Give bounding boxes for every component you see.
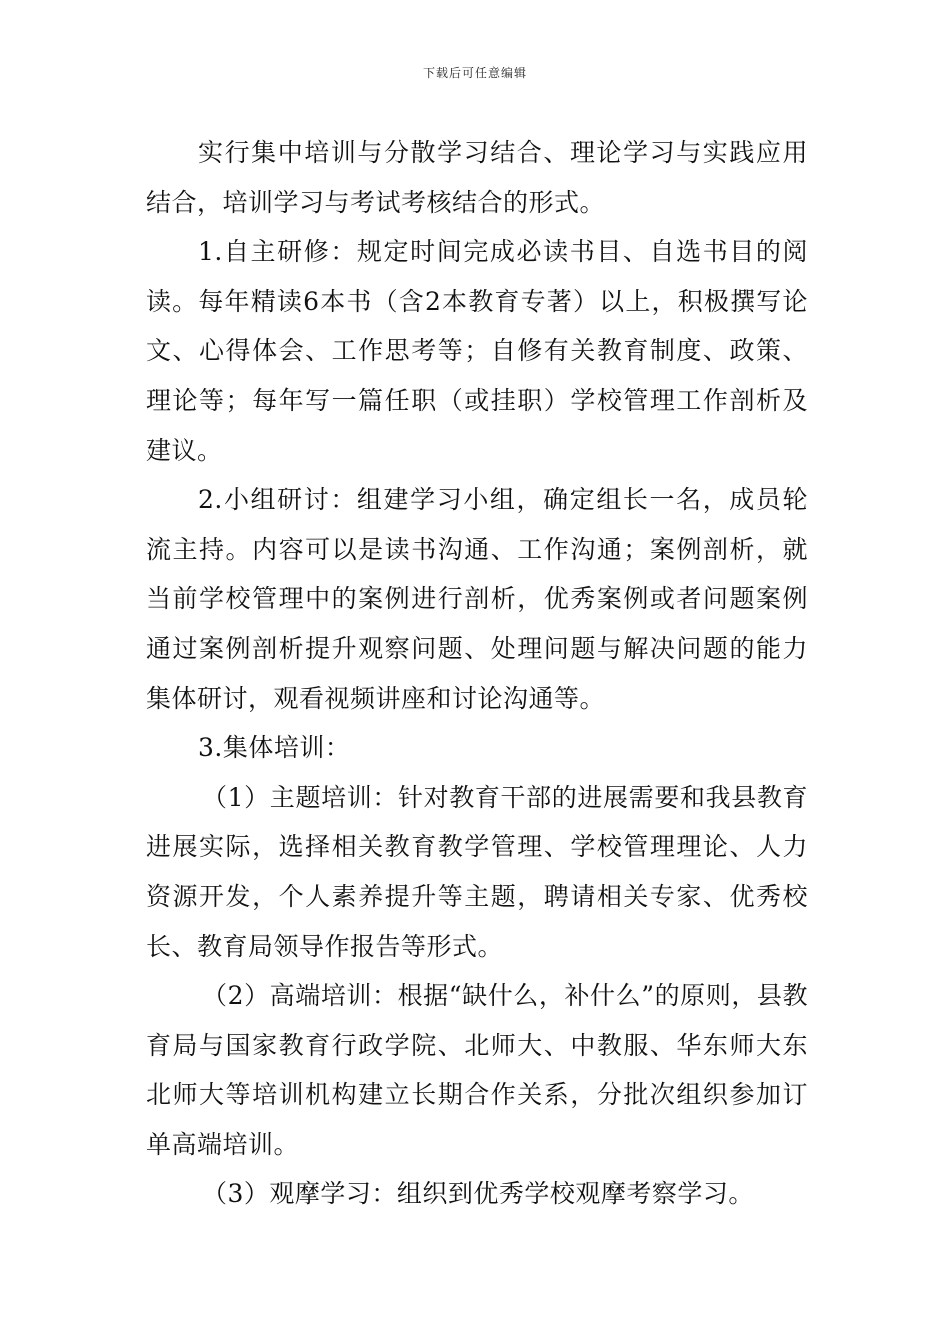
paragraph-observation-study: （3）观摩学习：组织到优秀学校观摩考察学习。 — [202, 1179, 754, 1209]
page-header: 下载后可任意编辑 — [422, 66, 527, 80]
document-body — [146, 128, 808, 1219]
paragraph-self-study: 1.自主研修：规定时间完成必读书目、自选书目的阅读。每年精读6本书（含2本教育专著）以上，积极撰写论文、心得体会、工作思考等；自修有关教育制度、政策、理论等；每年写一篇任职（或挂职）学校管理工作剖析及建议。 — [146, 237, 808, 465]
paragraph-intro: 实行集中培训与分散学习结合、理论学习与实践应用结合，培训学习与考试考核结合的形式。 — [146, 138, 808, 217]
paragraph-theme-training: （1）主题培训：针对教育干部的进展需要和我县教育进展实际，选择相关教育教学管理、学校管理理论、人力资源开发，个人素养提升等主题，聘请相关专家、优秀校长、教育局领导作报告等形式。 — [146, 782, 808, 961]
paragraph-high-end-training: （2）高端培训：根据“缺什么，补什么”的原则，县教育局与国家教育行政学院、北师大、中教服、华东师大东北师大等培训机构建立长期合作关系，分批次组织参加订单高端培训。 — [146, 981, 808, 1159]
paragraph-collective-training: 3.集体培训： — [198, 733, 351, 763]
paragraph-group-discussion: 2.小组研讨：组建学习小组，确定组长一名，成员轮流主持。内容可以是读书沟通、工作沟通；案例剖析，就当前学校管理中的案例进行剖析，优秀案例或者问题案例通过案例剖析提升观察问题、处理问题与解决问题的能力集体研讨，观看视频讲座和讨论沟通等。 — [146, 485, 808, 713]
